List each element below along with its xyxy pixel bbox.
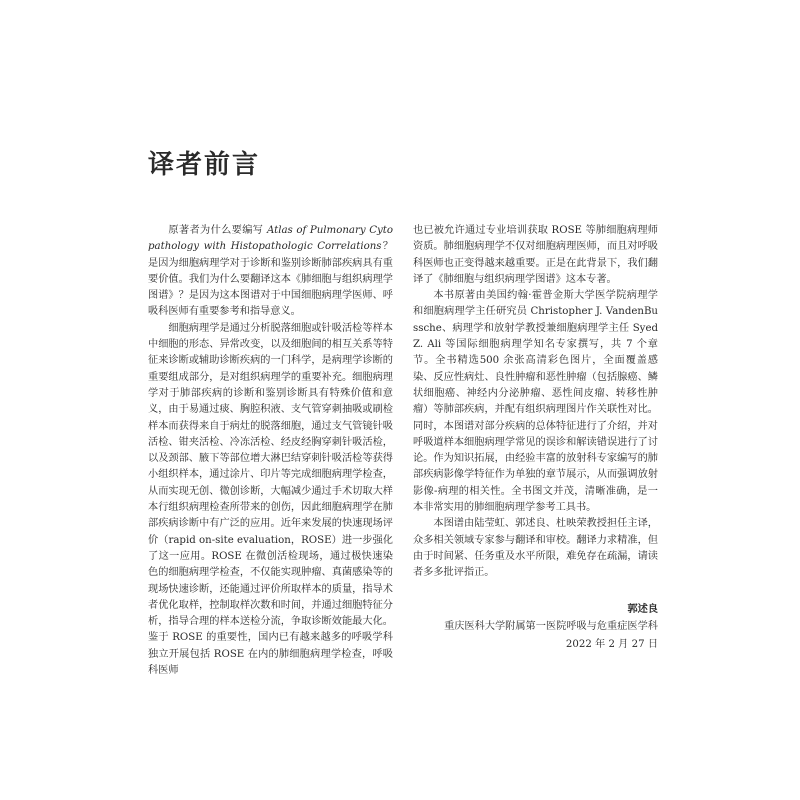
paragraph: 细胞病理学是通过分析脱落细胞或针吸活检等样本中细胞的形态、异常改变，以及细胞间的相互关系等特征来诊断或辅助诊断疾病的一门科学，是病理学诊断的重要组成部分，是对组织病理学的重要补充。细胞病理学对于肺部疾病的诊断和鉴别诊断具有特殊价值和意义，由于易通过痰、胸腔积液、支气管穿刺抽吸或刷检样本而获得来自于病灶的脱落细胞，通过支气管镜针吸活检、钳夹活检、冷冻活检、经皮经胸穿刺针吸活检，以及颈部、腋下等部位增大淋巴结穿刺针吸活检等获得小组织样本，通过涂片、印片等完成细胞病理学检查，从而实现无创、微创诊断，大幅减少通过手术切取大样本行组织病理检查所带来的创伤，因此细胞病理学在肺部疾病诊断中有广泛的应用。近年来发展的快速现场评价（rapid on-site evaluation，ROSE）进一步强化了这一应用。ROSE 在微创活检现场，通过极快速染色的细胞病理学检查，不仅能实现肿瘤、真菌感染等的现场快速诊断，还能通过评价所取样本的质量，指导术者优化取样，控制取样次数和时间，并通过细胞特征分析，指导合理的样本送检分流，争取诊断效能最大化。鉴于 ROSE 的重要性，国内已有越来越多的呼吸学科独立开展包括 ROSE 在内的肺细胞病理学检查，呼吸科医师 bbox=[148, 322, 393, 677]
paragraph: 本书原著由美国约翰·霍普金斯大学医学院病理学和细胞病理学主任研究员 Christopher J. VandenBussche、病理学和放射学教授兼细胞病理学主任 Syed Z. Ali 等国际细胞病理学知名专家撰写，共 7 个章节。全书精选500 余张高清彩色图片，全面覆盖感染、反应性病灶、良性肿瘤和恶性肿瘤（包括腺癌、鳞状细胞癌、神经内分泌肿瘤、恶性间皮瘤、转移性肿瘤）等肺部疾病，并配有组织病理图片作关联性对比。同时，本图谱对部分疾病的总体特征进行了介绍，并对呼吸道样本细胞病理学常见的误诊和解读错误进行了讨论。作为知识拓展，由经验丰富的放射科专家编写的肺部疾病影像学特征作为单独的章节展示，从而强调放射影像-病理的相关性。全书图文并茂，清晰准确，是一本非常实用的肺细胞病理学参考工具书。 bbox=[413, 290, 658, 514]
signature-block bbox=[413, 601, 658, 654]
book-title-english: Atlas of Pulmonary Cytopathology with Histopathologic Correlations bbox=[148, 225, 393, 253]
continued-paragraph: 也已被允许通过专业培训获取 ROSE 等肺细胞病理师资质。肺细胞病理学不仅对细胞病理医师，而且对呼吸科医师也正变得越来越重要。正是在此背景下，我们翻译了《肺细胞与组织病理学图谱》这本专著。 bbox=[413, 225, 658, 285]
translator-name: 郭述良 bbox=[627, 602, 658, 615]
page-title: 译者前言 bbox=[148, 150, 261, 180]
paragraph: 本图谱由陆莹虹、郭述良、杜映荣教授担任主译，众多相关领域专家参与翻译和审校。翻译力求精准，但由于时间紧、任务重及水平所限，难免存在疏漏，请读者多多批评指正。 bbox=[413, 518, 658, 579]
left-text-column bbox=[148, 223, 393, 679]
signature-date: 2022 年 2 月 27 日 bbox=[565, 638, 658, 650]
translator-affiliation: 重庆医科大学附属第一医院呼吸与危重症医学科 bbox=[444, 621, 658, 633]
right-text-column bbox=[413, 223, 658, 653]
paragraph: 原著者为什么要编写 Atlas of Pulmonary Cytopathology with Histopathologic Correlations？是因为细胞病理学对于诊断和鉴别诊断肺部疾病具有重要价值。我们为什么要翻译这本《肺细胞与组织病理学图谱》？是因为这本图谱对于中国细胞病理学医师、呼吸科医师有重要参考和指导意义。 bbox=[148, 225, 393, 318]
